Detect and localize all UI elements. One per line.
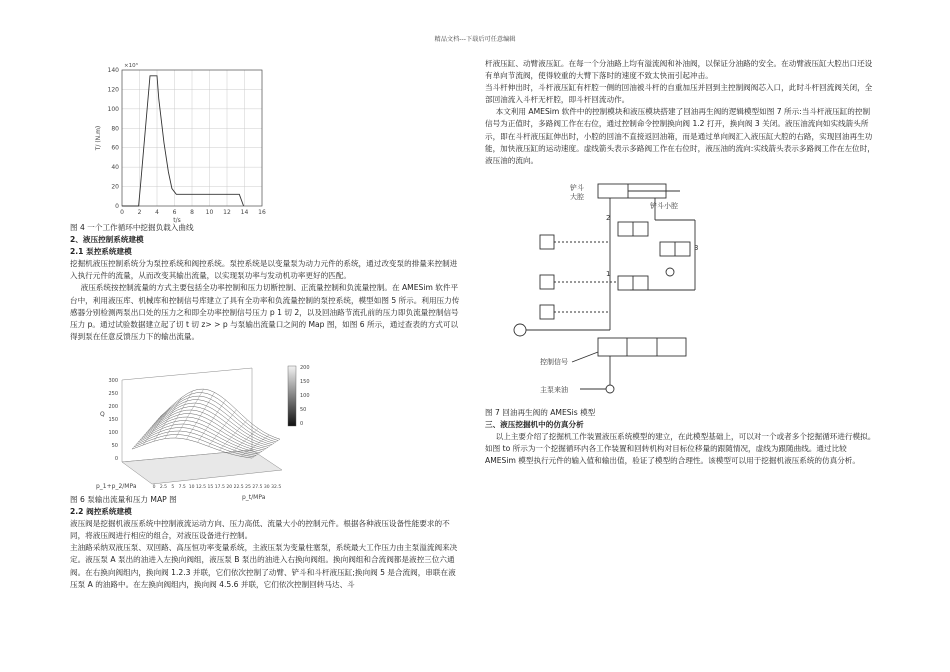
paragraph-relief: 杆液压缸、动臂液压缸。在每一个分油路上均有溢流阀和补油阀，以保证分油路的安全。在动臂液压缸大腔出口还设有单向节流阀，使得较重的大臂下落时的速度不致太快而引起冲击。 [485, 59, 873, 81]
y-axis-label: T/ (N.m) [95, 125, 102, 151]
y-tick-label: 60 [111, 144, 119, 152]
x-tick-label: 2.5 [159, 485, 167, 490]
sensor-box-3 [540, 305, 554, 319]
section-2-2-title: 2.2 阀控系统建模 [70, 507, 132, 517]
paragraph-main-circuit: 主油路采纳双液压泵、双回路、高压恒功率变量系统，主液压泵为变量柱塞泵，系统最大工作压力由主泵溢流阀来决定。液压泵 A 泵出的油进入左换向阀组，液压泵 B 泵出的油进入右换向阀组。换向阀组和合流阀都是液控三位六通阀。在右换向阀组内，换向阀 1.2.3 并联，它们依次控制了动臂、铲斗和斗杆液压缸;换向阀 5 是合流阀，串联在液压泵 A 的油路中。在左换向阀组内，换向阀 4.5.6 并联，它们依次控制回转马达、斗 [70, 543, 458, 589]
x-tick-label: 20 [226, 485, 233, 490]
paragraph-simulation: 以上主要介绍了挖掘机工作装置液压系统模型的建立，在此模型基础上，可以对一个或者多个挖掘循环进行模拟。如图 to 所示为一个挖掘循环内各工作装置和回转机构对目标位移量的跟随情况，虚线为跟随曲线。通过比较 AMESim 模型执行元件的输入值和输出值，验证了模型的合理性。该模型可以用于挖掘机液压系统的仿真分析。 [485, 432, 876, 466]
gauge [514, 324, 526, 336]
fig6-caption: 图 6 泵输出流量和压力 MAP 图 [70, 494, 177, 504]
paragraph-pump-control: 挖掘机液压控制系统分为泵控系统和阀控系统。泵控系统是以变量泵为动力元件的系统，通过改变泵的排量来控制进入执行元件的流量，从而改变其输出流量，以实现泵功率与发动机功率更好的匹配。 [70, 259, 458, 281]
y-multiplier: ×10³ [124, 63, 138, 69]
z-tick-label: 50 [111, 443, 118, 449]
paragraph-valve: 液压阀是挖掘机液压系统中控制液流运动方向、压力高低、流量大小的控制元件。根据各种液压设备性能要求的不同，将液压阀进行相应的组合，对液压设备进行控制。 [70, 519, 450, 541]
y-tick-label: 0 [115, 203, 119, 210]
label-small-chamber: 铲斗小腔 [650, 202, 678, 210]
check-valve [666, 268, 674, 276]
colorbar-tick-label: 200 [300, 365, 310, 371]
z-axis-label: Q [100, 411, 105, 418]
fig4-caption: 图 4 一个工作循环中挖掘负载入曲线 [70, 223, 194, 232]
valve-3-number: 3 [694, 244, 699, 252]
z-tick-label: 200 [108, 404, 118, 410]
z-tick-label: 150 [108, 417, 118, 423]
fig7-hydraulic-diagram [510, 180, 720, 400]
z-tick-label: 250 [108, 391, 118, 397]
x-tick-label: 2 [137, 209, 142, 216]
section-3-title: 三、液压挖掘机中的仿真分析 [485, 419, 584, 429]
x-tick-label: 6 [172, 209, 177, 216]
x-tick-label: 25 [245, 485, 251, 490]
valve-1-number: 1 [606, 270, 611, 278]
sensor-box-1 [540, 235, 554, 249]
x-axis-label: t/s [173, 217, 181, 224]
valve-2-number: 2 [606, 214, 611, 222]
section-2-title: 2、液压控制系统建模 [70, 235, 144, 245]
z-tick-label: 300 [108, 378, 118, 384]
y-tick-label: 120 [107, 86, 119, 94]
multiway-valve [598, 338, 686, 356]
x-tick-label: 17.5 [214, 485, 225, 490]
x-tick-label: 7.5 [178, 485, 186, 490]
paragraph-regeneration: 当斗杆伸出时，斗杆液压缸有杆腔一侧的回油被斗杆的自重加压并回到主控制阀阀芯入口，此时斗杆回流阀关闭，全部回油流入斗杆无杆腔，即斗杆回流动作。 [485, 83, 873, 105]
x-tick-label: 10 [205, 209, 214, 216]
z-tick-label: 0 [114, 456, 118, 462]
x-tick-label: 22.5 [233, 485, 244, 490]
label-pump-oil: 主泵来油 [540, 386, 568, 394]
y-tick-label: 20 [111, 183, 119, 191]
x-axis-label: p_t/MPa [242, 494, 266, 501]
fig7-caption: 图 7 回油再生阀的 AMESis 模型 [485, 407, 596, 417]
x-tick-label: 0 [152, 485, 156, 490]
x-tick-label: 4 [155, 209, 159, 216]
x-tick-label: 0 [120, 209, 124, 216]
x-tick-label: 12.5 [195, 485, 207, 490]
x-tick-label: 15 [207, 485, 214, 490]
paragraph-amesim-model: 本文利用 AMESim 软件中的控制模块和液压模块搭建了回油再生阀的逻辑模型如图 7 所示:当斗杆液压缸的控制信号为正值时，多路阀工作在右位，通过控制命令控制换向阀 1.2 打开，换向阀 3 关闭。液压油流向如实线箭头所示，即在斗杆液压缸伸出时，小腔的回油不直接返回油箱，而是通过单向阀汇入液压缸大腔的右路，实现回油再生功能，加快液压缸的运动速度。虚线箭头表示多路阀工作在右位时，液压油的流向:实线箭头表示多路阀工作在左位时，液压油的流向。 [485, 107, 875, 165]
section-2-1-title: 2.1 泵控系统建模 [70, 247, 132, 257]
paragraph-flow-control: 液压系统按控制流量的方式主要包括全功率控制和压力切断控制、正流量控制和负流量控制。在 AMESim 软件平台中，利用液压库、机械库和控制信号库建立了具有全功率和负流量控制的泵控系统，模型如图 5 所示。利用压力传感器分别检测两泵出口处的压力之和即全功率控制信号压力 p 1 切 2，以及回油路节流孔前的压力即负流量控制信号压力 p。通过试验数据建立起了切 t 切 z> > p 与泵输出流量口之间的 Map 图，如图 6 所示，通过查表的方式可以得到泵在任意反馈压力下的输出流量。 [70, 283, 460, 341]
sensor-box-2 [540, 275, 554, 289]
left-column [70, 58, 462, 591]
y-tick-label: 140 [107, 67, 119, 74]
colorbar-tick-label: 150 [300, 379, 310, 385]
x-tick-label: 14 [240, 209, 249, 216]
label-big-chamber: 铲斗大腔 [570, 184, 584, 201]
x-tick-label: 27.5 [252, 485, 263, 490]
y-tick-label: 80 [111, 125, 119, 133]
x-tick-label: 32.5 [271, 485, 282, 490]
page-header: 精品文档---下载后可任意编辑 [434, 36, 516, 43]
y-axis-label: p_1+p_2/MPa [96, 483, 137, 490]
colorbar-tick-label: 50 [300, 407, 307, 413]
x-tick-label: 30 [263, 485, 270, 490]
x-tick-label: 5 [171, 485, 175, 490]
colorbar-tick-label: 100 [300, 393, 310, 399]
x-tick-label: 16 [258, 209, 266, 216]
label-control-signal: 控制信号 [540, 358, 568, 366]
y-tick-label: 100 [107, 105, 119, 113]
y-tick-label: 40 [111, 164, 119, 172]
x-tick-label: 12 [223, 209, 231, 216]
pump-inlet [606, 385, 614, 393]
z-tick-label: 100 [108, 430, 118, 436]
colorbar-tick-label: 0 [300, 421, 304, 427]
x-tick-label: 8 [190, 209, 194, 216]
x-tick-label: 10 [188, 485, 195, 490]
